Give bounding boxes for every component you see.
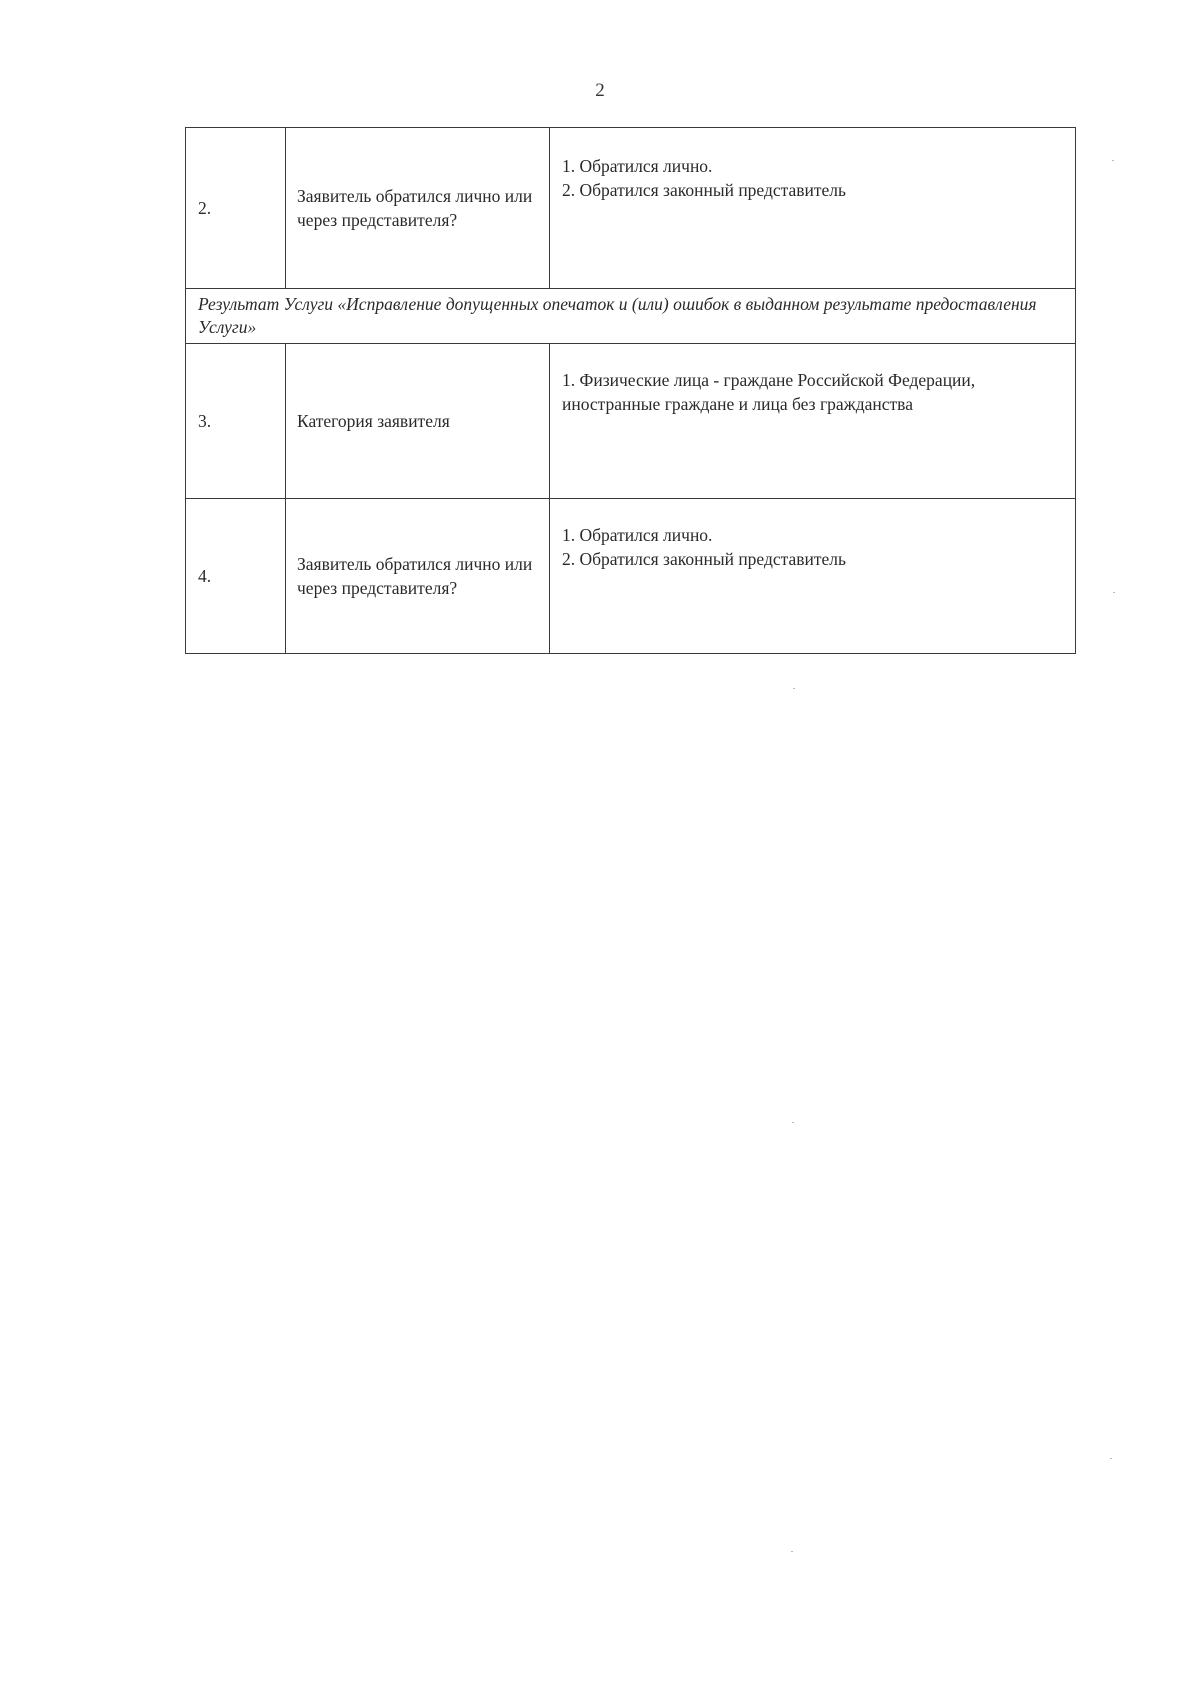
table-row [186, 344, 1076, 499]
row-question: Заявитель обратился лично или через представителя? [286, 128, 550, 289]
row-question: Заявитель обратился лично или через представителя? [286, 499, 550, 654]
table-row [186, 128, 1076, 289]
criteria-table [185, 127, 1076, 654]
row-question: Категория заявителя [286, 344, 550, 499]
row-answers [550, 128, 1076, 289]
answer-option: 1. Обратился лично. [562, 156, 713, 176]
section-title: Результат Услуги «Исправление допущенных опечаток и (или) ошибок в выданном результате предоставления Услуги» [186, 289, 1076, 344]
row-answers [550, 499, 1076, 654]
answer-option: 1. Обратился лично. [562, 525, 713, 545]
answer-option: 1. Физические лица - граждане Российской Федерации, иностранные граждане и лица без гражданства [562, 370, 976, 414]
section-row [186, 289, 1076, 344]
row-answers [550, 344, 1076, 499]
table-row [186, 499, 1076, 654]
row-number: 4. [186, 499, 286, 654]
row-number: 2. [186, 128, 286, 289]
row-number: 3. [186, 344, 286, 499]
answer-option: 2. Обратился законный представитель [562, 180, 847, 200]
answer-option: 2. Обратился законный представитель [562, 549, 847, 569]
page-number: 2 [595, 80, 605, 101]
